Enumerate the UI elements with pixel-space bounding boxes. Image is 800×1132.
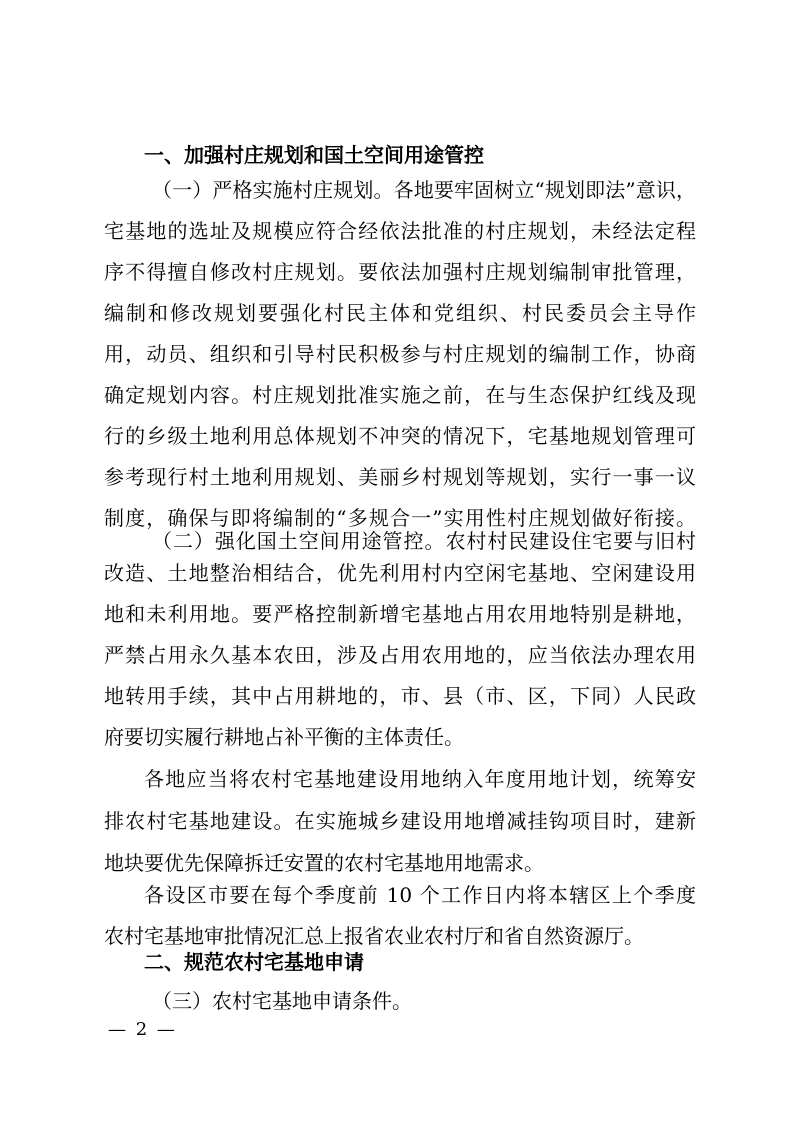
- paragraph-4-line: 农村宅基地审批情况汇总上报省农业农村厅和省自然资源厅。: [104, 924, 644, 948]
- paragraph-1-line: 序不得擅自修改村庄规划。要依法加强村庄规划编制审批管理，: [104, 260, 696, 284]
- paragraph-4-line: 各设区市要在每个季度前 10 个工作日内将本辖区上个季度: [144, 883, 696, 907]
- page-number: — 2 —: [108, 1019, 177, 1040]
- subsection-3-heading: （三）农村宅基地申请条件。: [152, 989, 412, 1013]
- paragraph-2-line: 府要切实履行耕地占补平衡的主体责任。: [104, 725, 464, 749]
- paragraph-2-line: （二）强化国土空间用途管控。农村村民建设住宅要与旧村: [152, 529, 696, 553]
- section-1-heading: 一、加强村庄规划和国土空间用途管控: [144, 143, 484, 167]
- paragraph-2-line: 改造、土地整治相结合，优先利用村内空闲宅基地、空闲建设用: [104, 561, 696, 585]
- paragraph-3-line: 地块要优先保障拆迁安置的农村宅基地用地需求。: [104, 851, 544, 875]
- paragraph-3-line: 各地应当将农村宅基地建设用地纳入年度用地计划，统筹安: [144, 767, 696, 791]
- paragraph-1-line: 确定规划内容。村庄规划批准实施之前，在与生态保护红线及现: [104, 383, 696, 407]
- paragraph-1-line: 用，动员、组织和引导村民积极参与村庄规划的编制工作，协商: [104, 342, 696, 366]
- paragraph-3-line: 排农村宅基地建设。在实施城乡建设用地增减挂钩项目时，建新: [104, 809, 696, 833]
- paragraph-1-line: （一）严格实施村庄规划。各地要牢固树立“规划即法”意识，: [152, 178, 696, 202]
- paragraph-1-line: 行的乡级土地利用总体规划不冲突的情况下，宅基地规划管理可: [104, 424, 696, 448]
- paragraph-2-line: 地转用手续，其中占用耕地的，市、县（市、区，下同）人民政: [104, 684, 696, 708]
- paragraph-1-line: 参考现行村土地利用规划、美丽乡村规划等规划，实行一事一议: [104, 465, 696, 489]
- paragraph-2-line: 地和未利用地。要严格控制新增宅基地占用农用地特别是耕地，: [104, 602, 696, 626]
- section-2-heading: 二、规范农村宅基地申请: [144, 950, 364, 974]
- paragraph-2-line: 严禁占用永久基本农田，涉及占用农用地的，应当依法办理农用: [104, 643, 696, 667]
- paragraph-1-line: 宅基地的选址及规模应符合经依法批准的村庄规划，未经法定程: [104, 219, 696, 243]
- paragraph-1-line: 制度，确保与即将编制的“多规合一”实用性村庄规划做好衔接。: [104, 506, 696, 530]
- paragraph-1-line: 编制和修改规划要强化村民主体和党组织、村民委员会主导作: [104, 301, 696, 325]
